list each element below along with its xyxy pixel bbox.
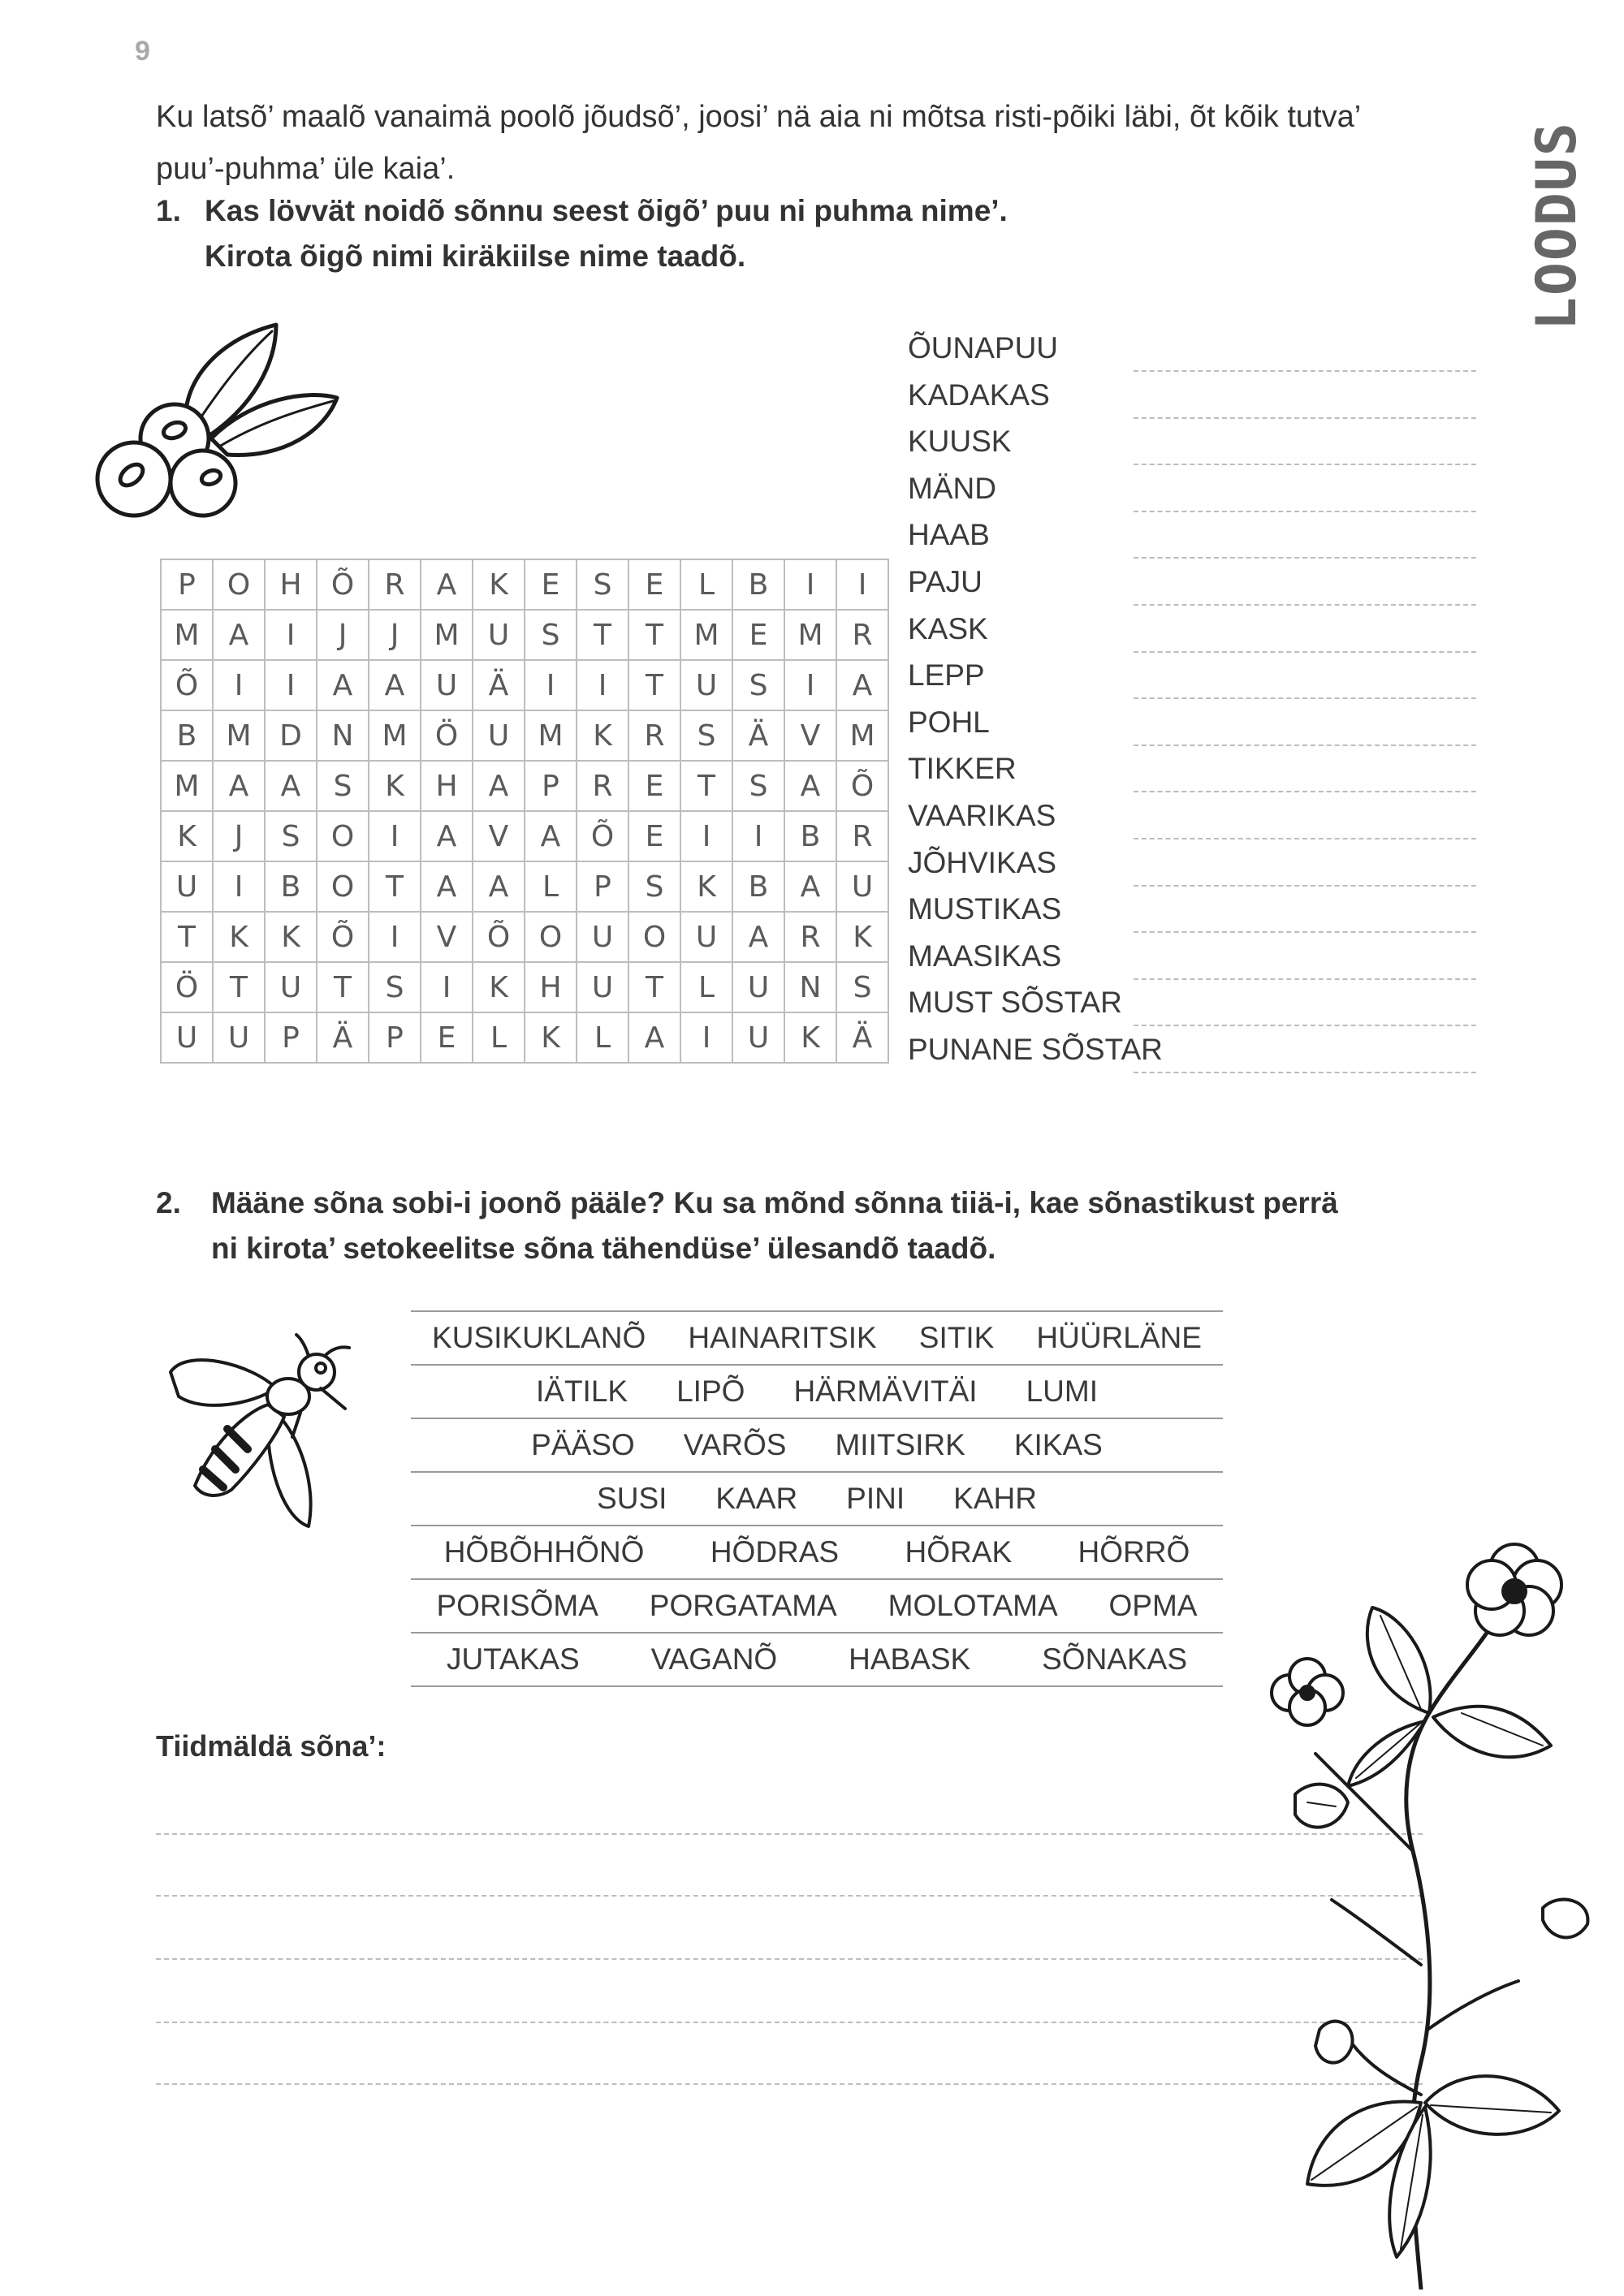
grid-cell[interactable]: I (525, 660, 577, 710)
bee-illustration (154, 1331, 365, 1543)
word-box-word: HÕRRÕ (1078, 1535, 1190, 1569)
task-1-instructions (156, 188, 1008, 279)
grid-cell[interactable]: L (680, 962, 732, 1012)
grid-cell[interactable]: R (836, 610, 888, 660)
word-list (908, 326, 1476, 1075)
grid-cell[interactable]: I (213, 660, 265, 710)
word-box-word: VARÕS (683, 1428, 787, 1461)
grid-cell[interactable]: Õ (317, 912, 369, 962)
grid-cell[interactable]: Õ (161, 660, 213, 710)
grid-cell[interactable]: K (473, 962, 525, 1012)
grid-cell[interactable]: U (577, 962, 628, 1012)
berries-illustration (89, 317, 349, 528)
word-list-label: MUST SÕSTAR (908, 986, 1122, 1020)
word-list-item (908, 326, 1476, 373)
grid-cell[interactable]: P (369, 1012, 421, 1063)
grid-row (161, 559, 888, 610)
grid-cell[interactable]: S (732, 660, 784, 710)
grid-cell[interactable]: U (161, 1012, 213, 1063)
word-box-word: HÕRAK (905, 1535, 1013, 1569)
grid-cell[interactable]: I (680, 811, 732, 861)
grid-row (161, 1012, 888, 1063)
word-list-label: PAJU (908, 564, 983, 598)
grid-cell[interactable]: H (525, 962, 577, 1012)
grid-cell[interactable]: I (577, 660, 628, 710)
grid-cell[interactable]: S (265, 811, 317, 861)
word-list-label: TIKKER (908, 752, 1017, 786)
grid-cell[interactable]: K (213, 912, 265, 962)
grid-cell[interactable]: J (213, 811, 265, 861)
grid-cell[interactable]: A (213, 610, 265, 660)
word-box-word: LUMI (1026, 1375, 1098, 1408)
task-1-number: 1. (156, 194, 181, 227)
grid-cell[interactable]: A (525, 811, 577, 861)
word-list-item (908, 887, 1476, 934)
word-box-word: PORISÕMA (436, 1589, 598, 1622)
grid-cell[interactable]: Õ (317, 559, 369, 610)
grid-cell[interactable]: K (680, 861, 732, 912)
word-box-word: LIPÕ (676, 1375, 745, 1408)
word-box-row (411, 1310, 1223, 1364)
word-answer-line[interactable] (1134, 1072, 1476, 1073)
grid-cell[interactable]: P (577, 861, 628, 912)
word-list-label: KADAKAS (908, 378, 1050, 412)
word-answer-line[interactable] (1134, 931, 1476, 933)
word-answer-line[interactable] (1134, 1025, 1476, 1026)
word-list-item (908, 1028, 1476, 1075)
word-list-item (908, 420, 1476, 467)
grid-cell[interactable]: I (369, 912, 421, 962)
grid-cell[interactable]: Ö (421, 710, 473, 761)
grid-cell[interactable]: S (317, 761, 369, 811)
grid-cell[interactable]: D (265, 710, 317, 761)
grid-cell[interactable]: B (732, 861, 784, 912)
word-box-word: KAHR (953, 1482, 1037, 1515)
word-list-label: MÄND (908, 471, 996, 505)
task-2-line-1: Määne sõna sobi-i joonõ pääle? Ku sa mõnd sõnna tiiä-i, kae sõnastikust perrä (211, 1186, 1338, 1219)
word-box-row (411, 1418, 1223, 1471)
task-1-line-1: Kas lövvät noidõ sõnnu seest õigõ’ puu ni puhma nime’. (205, 194, 1008, 227)
task-2-line-2: ni kirota’ setokeelitse sõna tähendüse’ ülesandõ taadõ. (211, 1232, 996, 1265)
grid-cell[interactable]: U (732, 962, 784, 1012)
grid-cell[interactable]: I (265, 660, 317, 710)
grid-cell[interactable]: I (784, 559, 836, 610)
grid-cell[interactable]: Ö (161, 962, 213, 1012)
grid-cell[interactable]: Ä (732, 710, 784, 761)
word-box-word: KIKAS (1013, 1428, 1103, 1461)
word-list-label: MAASIKAS (908, 939, 1062, 973)
grid-cell[interactable]: I (836, 559, 888, 610)
grid-cell[interactable]: M (836, 710, 888, 761)
grid-cell[interactable]: T (628, 962, 680, 1012)
grid-cell[interactable]: A (784, 861, 836, 912)
grid-row (161, 811, 888, 861)
grid-cell[interactable]: S (628, 861, 680, 912)
word-box-word: JUTAKAS (446, 1642, 580, 1676)
grid-cell[interactable]: P (161, 559, 213, 610)
word-list-item (908, 607, 1476, 654)
word-box-row (411, 1471, 1223, 1525)
grid-cell[interactable]: A (784, 761, 836, 811)
grid-cell[interactable]: I (732, 811, 784, 861)
word-list-item (908, 467, 1476, 514)
grid-cell[interactable]: Ä (317, 1012, 369, 1063)
word-box (411, 1310, 1223, 1687)
word-answer-line[interactable] (1134, 604, 1476, 606)
grid-cell[interactable]: R (628, 710, 680, 761)
word-list-item (908, 981, 1476, 1028)
grid-cell[interactable]: M (680, 610, 732, 660)
word-list-label: POHL (908, 705, 990, 739)
word-box-word: HÜÜRLÄNE (1036, 1321, 1202, 1354)
grid-row (161, 610, 888, 660)
word-list-label: JÕHVIKAS (908, 845, 1056, 879)
grid-cell[interactable]: K (473, 559, 525, 610)
task-2-number: 2. (156, 1186, 181, 1219)
grid-row (161, 861, 888, 912)
grid-cell[interactable]: B (732, 559, 784, 610)
grid-cell[interactable]: P (525, 761, 577, 811)
grid-cell[interactable]: H (265, 559, 317, 610)
grid-cell[interactable]: T (369, 861, 421, 912)
word-answer-line[interactable] (1134, 557, 1476, 559)
word-box-word: PÄÄSO (531, 1428, 635, 1461)
grid-cell[interactable]: M (421, 610, 473, 660)
grid-cell[interactable]: T (628, 610, 680, 660)
word-box-row (411, 1525, 1223, 1578)
grid-row (161, 710, 888, 761)
grid-cell[interactable]: R (836, 811, 888, 861)
grid-cell[interactable]: V (421, 912, 473, 962)
grid-cell[interactable]: U (680, 660, 732, 710)
word-box-row (411, 1364, 1223, 1418)
grid-cell[interactable]: O (317, 811, 369, 861)
grid-cell[interactable]: B (784, 811, 836, 861)
side-section-title: LOODUS (1525, 121, 1589, 330)
word-box-word: HABASK (849, 1642, 971, 1676)
intro-text: Ku latsõ’ maalõ vanaimä poolõ jõudsõ’, joosi’ nä aia ni mõtsa risti-põiki läbi, õt kõik tutva’ puu’-puhma’ üle kaia’. (156, 100, 1360, 186)
word-list-item (908, 701, 1476, 748)
grid-cell[interactable]: A (836, 660, 888, 710)
grid-cell[interactable]: J (317, 610, 369, 660)
grid-cell[interactable]: A (473, 861, 525, 912)
word-box-word: HÕDRAS (710, 1535, 840, 1569)
grid-cell[interactable]: S (577, 559, 628, 610)
grid-cell[interactable]: U (213, 1012, 265, 1063)
grid-cell[interactable]: T (213, 962, 265, 1012)
word-answer-line[interactable] (1134, 838, 1476, 839)
grid-cell[interactable]: A (421, 811, 473, 861)
word-list-label: ÕUNAPUU (908, 331, 1059, 365)
grid-cell[interactable]: S (369, 962, 421, 1012)
grid-cell[interactable]: Ä (473, 660, 525, 710)
grid-cell[interactable]: U (732, 1012, 784, 1063)
word-answer-line[interactable] (1134, 978, 1476, 980)
word-search-grid (160, 559, 889, 1064)
grid-cell[interactable]: M (369, 710, 421, 761)
word-box-word: SUSI (597, 1482, 667, 1515)
grid-cell[interactable]: R (784, 912, 836, 962)
page-number: 9 (135, 36, 150, 67)
grid-cell[interactable]: U (265, 962, 317, 1012)
grid-cell[interactable]: U (161, 861, 213, 912)
grid-cell[interactable]: A (317, 660, 369, 710)
word-box-word: SÕNAKAS (1042, 1642, 1188, 1676)
word-list-label: HAAB (908, 518, 990, 552)
grid-cell[interactable]: I (680, 1012, 732, 1063)
grid-cell[interactable]: Õ (473, 912, 525, 962)
word-box-word: PORGATAMA (649, 1589, 837, 1622)
grid-cell[interactable]: M (161, 761, 213, 811)
word-answer-line[interactable] (1134, 651, 1476, 653)
word-box-word: KUSIKUKLANÕ (432, 1321, 646, 1354)
word-list-label: LEPP (908, 658, 985, 693)
grid-cell[interactable]: U (473, 610, 525, 660)
word-box-word: HÄRMÄVITÄI (793, 1375, 978, 1408)
word-answer-line[interactable] (1134, 791, 1476, 792)
word-answer-line[interactable] (1134, 744, 1476, 746)
grid-cell[interactable]: M (161, 610, 213, 660)
grid-cell[interactable]: M (213, 710, 265, 761)
grid-cell[interactable]: O (317, 861, 369, 912)
grid-cell[interactable]: Ä (836, 1012, 888, 1063)
grid-cell[interactable]: E (525, 559, 577, 610)
grid-cell[interactable]: J (369, 610, 421, 660)
grid-cell[interactable]: K (784, 1012, 836, 1063)
grid-row (161, 962, 888, 1012)
grid-cell[interactable]: U (421, 660, 473, 710)
grid-cell[interactable]: L (525, 861, 577, 912)
grid-cell[interactable]: A (421, 861, 473, 912)
word-answer-line[interactable] (1134, 417, 1476, 419)
grid-cell[interactable]: A (265, 761, 317, 811)
grid-cell[interactable]: T (628, 660, 680, 710)
grid-cell[interactable]: K (265, 912, 317, 962)
word-list-item (908, 373, 1476, 421)
grid-row (161, 660, 888, 710)
word-list-label: PUNANE SÕSTAR (908, 1032, 1163, 1066)
word-box-row (411, 1578, 1223, 1632)
grid-cell[interactable]: O (213, 559, 265, 610)
grid-cell[interactable]: K (369, 761, 421, 811)
grid-cell[interactable]: E (421, 1012, 473, 1063)
word-box-word: IÄTILK (536, 1375, 628, 1408)
grid-cell[interactable]: A (628, 1012, 680, 1063)
grid-cell[interactable]: A (473, 761, 525, 811)
word-list-item (908, 654, 1476, 701)
word-box-word: HÕBÕHHÕNÕ (443, 1535, 645, 1569)
word-list-label: KASK (908, 611, 988, 645)
word-box-word: SITIK (918, 1321, 995, 1354)
grid-cell[interactable]: A (213, 761, 265, 811)
word-box-word: VAGANÕ (650, 1642, 778, 1676)
grid-cell[interactable]: K (836, 912, 888, 962)
grid-cell[interactable]: I (213, 861, 265, 912)
word-answer-line[interactable] (1134, 885, 1476, 887)
word-box-word: MOLOTAMA (888, 1589, 1058, 1622)
word-box-word: OPMA (1108, 1589, 1198, 1622)
grid-cell[interactable]: K (577, 710, 628, 761)
task-2-instructions (156, 1180, 1338, 1271)
word-box-word: MIITSIRK (835, 1428, 965, 1461)
grid-cell[interactable]: E (628, 761, 680, 811)
grid-cell[interactable]: I (421, 962, 473, 1012)
grid-cell[interactable]: S (680, 710, 732, 761)
grid-cell[interactable]: S (732, 761, 784, 811)
word-answer-line[interactable] (1134, 511, 1476, 512)
grid-cell[interactable]: T (680, 761, 732, 811)
grid-cell[interactable]: S (836, 962, 888, 1012)
task-1-line-2: Kirota õigõ nimi kiräkiilse nime taadõ. (205, 240, 746, 273)
grid-cell[interactable]: M (525, 710, 577, 761)
word-list-item (908, 934, 1476, 982)
grid-row (161, 761, 888, 811)
word-box-word: PINI (846, 1482, 905, 1515)
answer-label: Tiidmäldä sõna’: (156, 1729, 387, 1763)
grid-cell[interactable]: E (628, 559, 680, 610)
grid-cell[interactable]: V (784, 710, 836, 761)
word-list-item (908, 560, 1476, 607)
word-list-label: VAARIKAS (908, 798, 1056, 832)
grid-cell[interactable]: O (628, 912, 680, 962)
word-list-item (908, 513, 1476, 560)
grid-cell[interactable]: Õ (577, 811, 628, 861)
grid-cell[interactable]: K (161, 811, 213, 861)
word-list-label: MUSTIKAS (908, 892, 1062, 926)
grid-cell[interactable]: L (577, 1012, 628, 1063)
grid-cell[interactable]: R (577, 761, 628, 811)
grid-cell[interactable]: L (680, 559, 732, 610)
word-box-word: HAINARITSIK (688, 1321, 877, 1354)
grid-cell[interactable]: B (161, 710, 213, 761)
word-answer-line[interactable] (1134, 464, 1476, 465)
grid-cell[interactable]: P (265, 1012, 317, 1063)
grid-cell[interactable]: N (317, 710, 369, 761)
grid-row (161, 912, 888, 962)
grid-cell[interactable]: L (473, 1012, 525, 1063)
grid-cell[interactable]: U (836, 861, 888, 912)
word-list-item (908, 841, 1476, 888)
strawberry-plant-illustration (1218, 1510, 1608, 2290)
grid-cell[interactable]: E (732, 610, 784, 660)
grid-cell[interactable]: N (784, 962, 836, 1012)
grid-cell[interactable]: E (628, 811, 680, 861)
grid-cell[interactable]: T (161, 912, 213, 962)
word-answer-line[interactable] (1134, 370, 1476, 372)
grid-cell[interactable]: T (317, 962, 369, 1012)
grid-cell[interactable]: S (525, 610, 577, 660)
grid-cell[interactable]: I (784, 660, 836, 710)
grid-cell[interactable]: T (577, 610, 628, 660)
grid-cell[interactable]: U (577, 912, 628, 962)
grid-cell[interactable]: I (265, 610, 317, 660)
grid-cell[interactable]: K (525, 1012, 577, 1063)
grid-cell[interactable]: U (680, 912, 732, 962)
grid-cell[interactable]: V (473, 811, 525, 861)
word-list-label: KUUSK (908, 425, 1012, 459)
word-list-item (908, 794, 1476, 841)
grid-cell[interactable]: A (369, 660, 421, 710)
grid-cell[interactable]: Õ (836, 761, 888, 811)
grid-cell[interactable]: U (473, 710, 525, 761)
word-box-row (411, 1632, 1223, 1687)
grid-cell[interactable]: I (369, 811, 421, 861)
word-list-item (908, 747, 1476, 794)
word-answer-line[interactable] (1134, 697, 1476, 699)
grid-cell[interactable]: O (525, 912, 577, 962)
word-box-word: KAAR (715, 1482, 798, 1515)
grid-cell[interactable]: A (421, 559, 473, 610)
grid-cell[interactable]: M (784, 610, 836, 660)
grid-cell[interactable]: R (369, 559, 421, 610)
grid-cell[interactable]: B (265, 861, 317, 912)
grid-cell[interactable]: A (732, 912, 784, 962)
grid-cell[interactable]: H (421, 761, 473, 811)
